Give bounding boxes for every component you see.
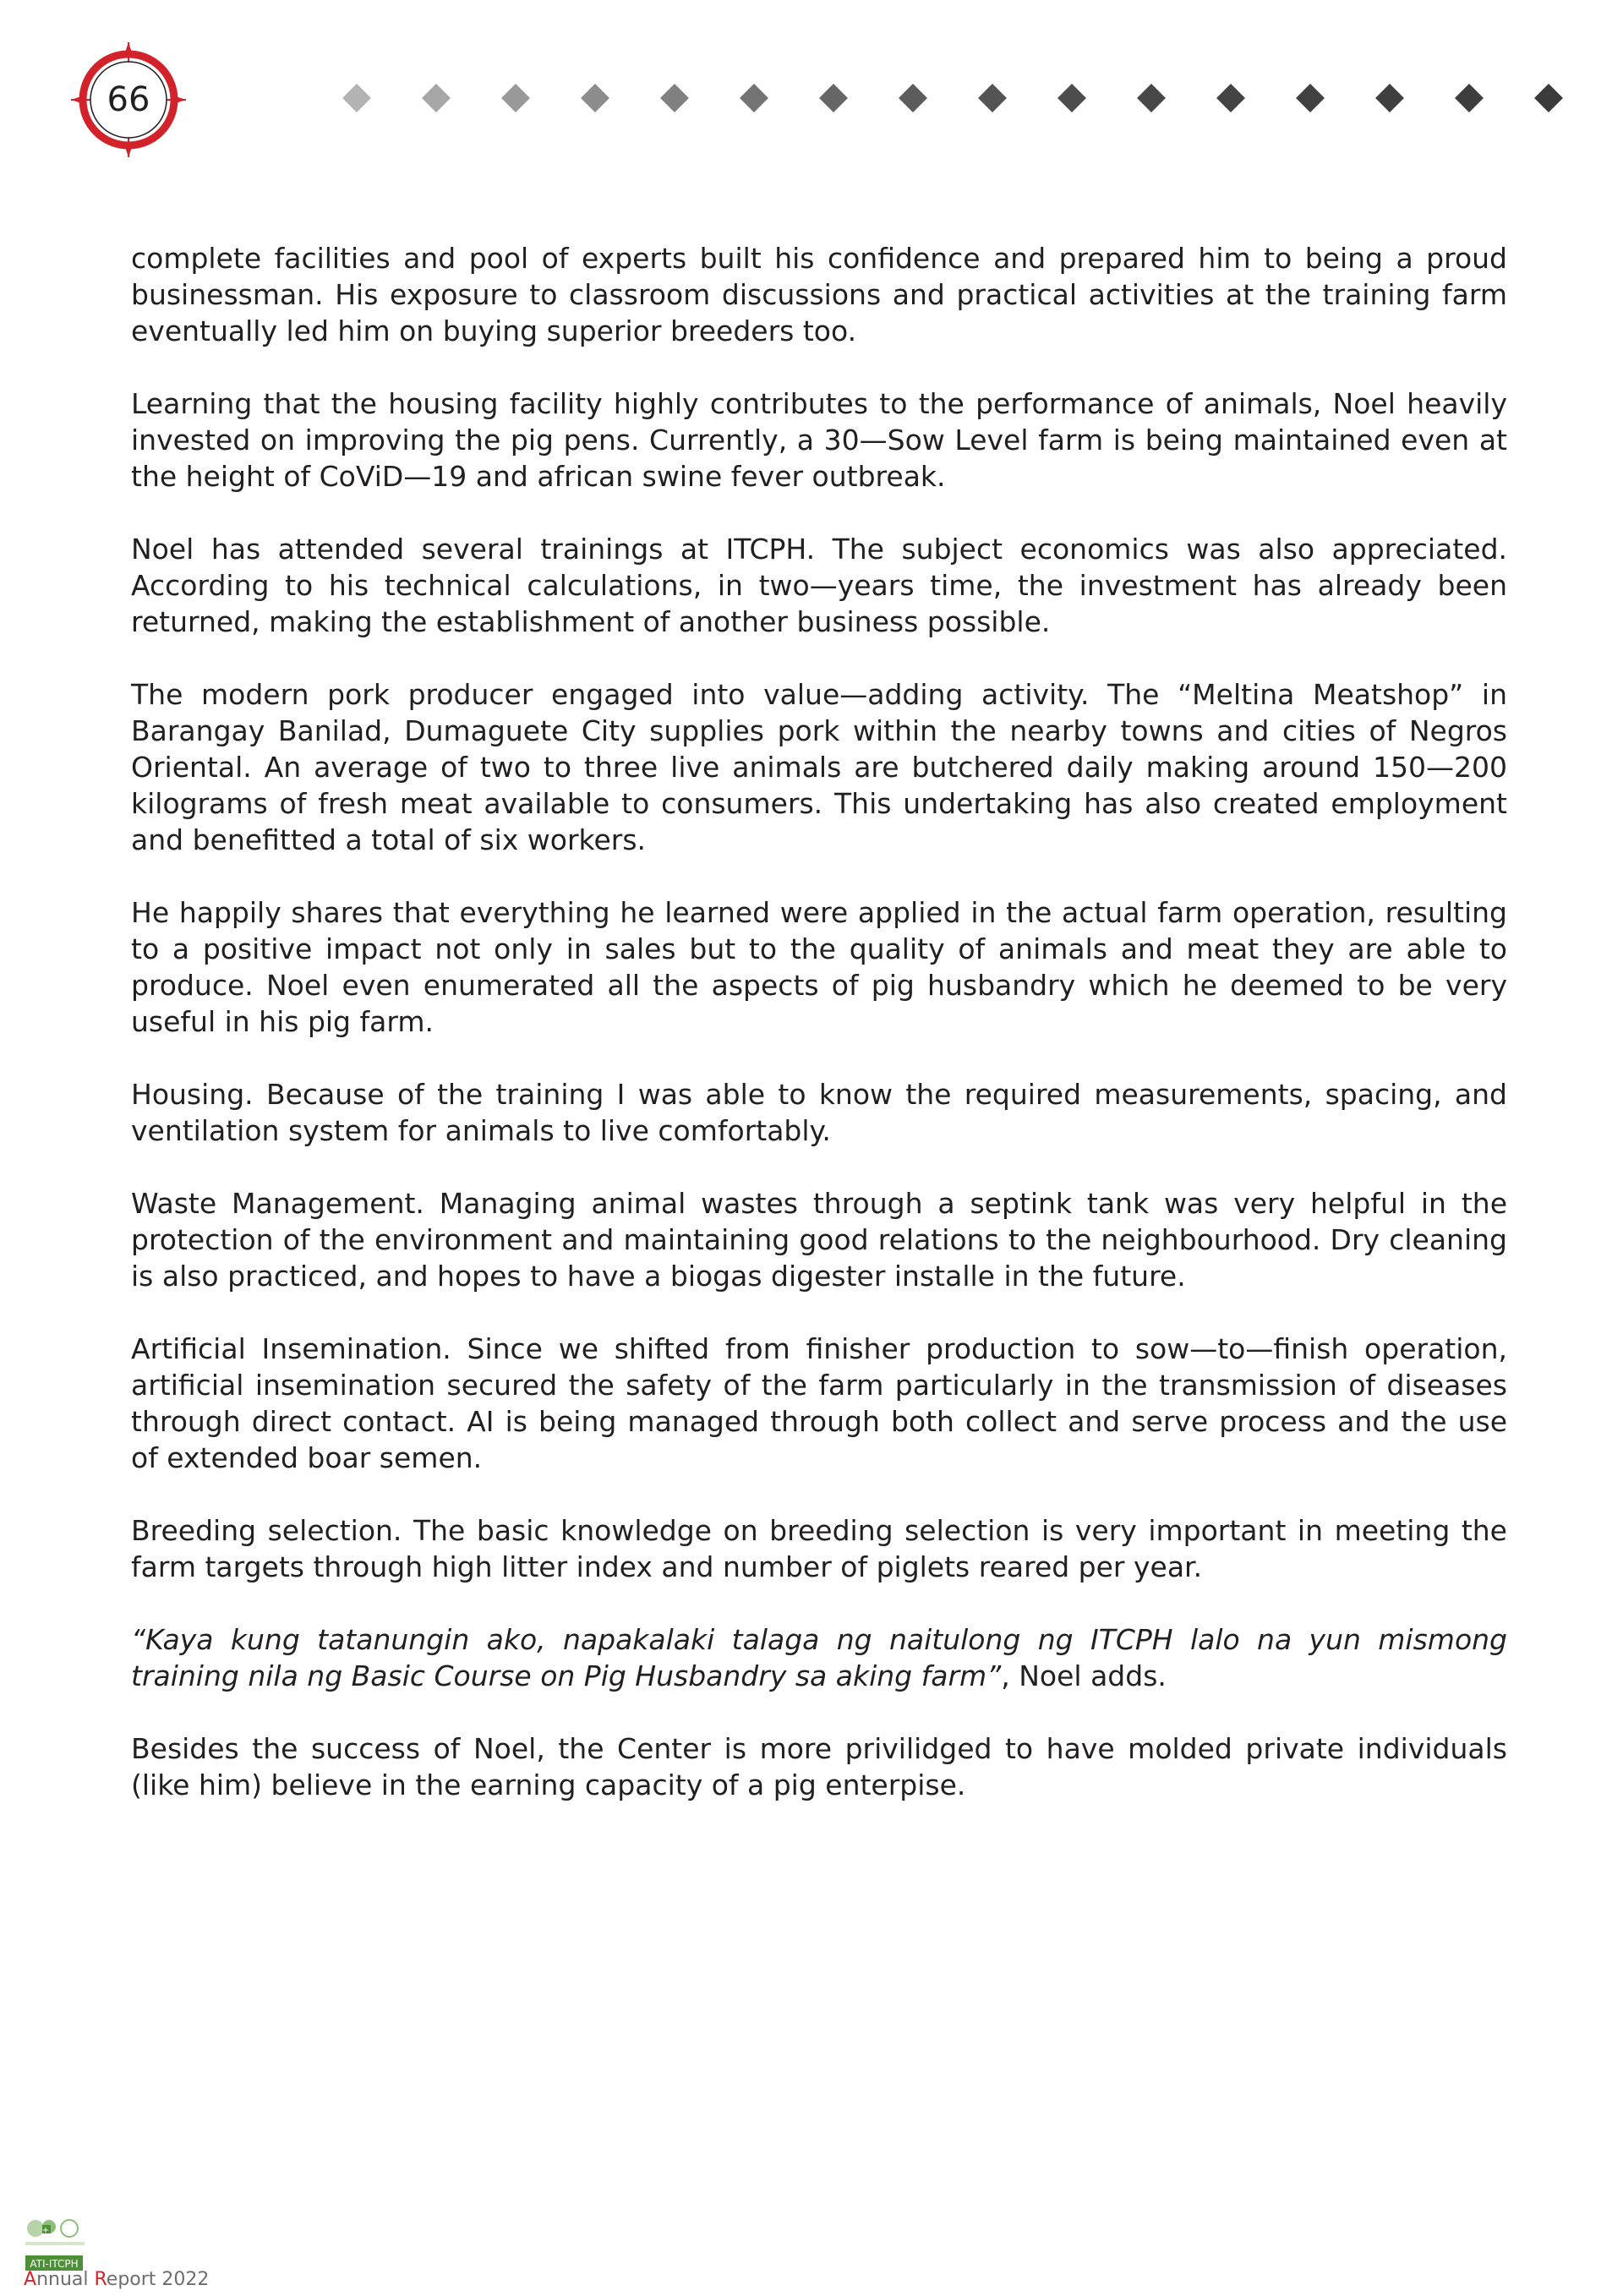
paragraph-housing: Housing. Because of the training I was able to know the required measurements, spacing, and ventilation system for animals to live comfortably. — [131, 1078, 1507, 1147]
article-body — [131, 240, 1507, 1840]
diamond-icon — [1137, 84, 1166, 112]
diamond-icon — [1296, 84, 1325, 112]
paragraph: The modern pork producer engaged into value—adding activity. The “Meltina Meatshop” in Barangay Banilad, Dumaguete City supplies pork within the nearby towns and cities of Negros Oriental. An average of two to three live animals are butchered daily making around 150—200 kilograms of fresh meat available to consumers. This undertaking has also created employment and benefitted a total of six workers. — [131, 678, 1507, 856]
diamond-decoration-row — [338, 79, 1581, 117]
diamond-icon — [501, 84, 530, 112]
report-initial-a: A — [24, 2269, 37, 2290]
diamond-icon — [819, 84, 848, 112]
paragraph-artificial-insemination: Artificial Insemination. Since we shifted from finisher production to sow—to—finish operation, artificial insemination secured the safety of the farm particularly in the transmission of diseases through direct contact. AI is being managed through both collect and serve process and the use of extended boar semen. — [131, 1332, 1507, 1474]
diamond-icon — [581, 84, 609, 112]
diamond-icon — [660, 84, 689, 112]
diamond-icon — [899, 84, 927, 112]
quote-attribution: , Noel adds. — [1001, 1659, 1167, 1692]
paragraph-conclusion: Besides the success of Noel, the Center is more privilidged to have molded private individuals (like him) believe in the earning capacity of a pig enterpise. — [131, 1732, 1507, 1801]
quote-paragraph — [131, 1621, 1507, 1694]
page-number: 66 — [107, 80, 150, 119]
diamond-icon — [740, 84, 768, 112]
svg-text:+: + — [41, 2226, 50, 2235]
diamond-icon — [1455, 84, 1484, 112]
diamond-icon — [1534, 84, 1563, 112]
diamond-icon — [1375, 84, 1404, 112]
logo-label: ATI-ITCPH — [30, 2258, 79, 2270]
report-text-annual: nnual — [36, 2269, 95, 2290]
report-initial-r: R — [94, 2269, 107, 2290]
paragraph: complete facilities and pool of experts built his confidence and prepared him to being a proud businessman. His exposure to classroom discussions and practical activities at the training farm eventually led him on buying superior breeders too. — [131, 242, 1507, 347]
diamond-icon — [342, 84, 371, 112]
diamond-icon — [978, 84, 1007, 112]
diamond-icon — [1216, 84, 1245, 112]
quote-text: “Kaya kung tatanungin ako, napakalaki talaga ng naitulong ng ITCPH lalo na yun mismong training nila ng Basic Course on Pig Husbandry sa aking farm” — [131, 1623, 1507, 1692]
diamond-icon — [422, 84, 451, 112]
ati-itcph-logo — [24, 2217, 86, 2276]
paragraph: He happily shares that everything he learned were applied in the actual farm operation, resulting to a positive impact not only in sales but to the quality of animals and meat they are able to produce. Noel even enumerated all the aspects of pig husbandry which he deemed to be very useful in his pig farm. — [131, 896, 1507, 1038]
report-text-report: eport 2022 — [106, 2269, 210, 2290]
annual-report-label — [24, 2269, 209, 2290]
paragraph: Noel has attended several trainings at ITCPH. The subject economics was also appreciated. According to his technical calculations, in two—years time, the investment has already been returned, making the establishment of another business possible. — [131, 533, 1507, 638]
diamond-icon — [1057, 84, 1086, 112]
paragraph-breeding-selection: Breeding selection. The basic knowledge on breeding selection is very important in meeting the farm targets through high litter index and number of piglets reared per year. — [131, 1514, 1507, 1583]
paragraph-waste-management: Waste Management. Managing animal wastes through a septink tank was very helpful in the protection of the environment and maintaining good relations to the neighbourhood. Dry cleaning is also practiced, and hopes to have a biogas digester installe in the future. — [131, 1187, 1507, 1293]
paragraph: Learning that the housing facility highly contributes to the performance of animals, Noel heavily invested on improving the pig pens. Currently, a 30—Sow Level farm is being maintained even at the height of CoViD—19 and african swine fever outbreak. — [131, 387, 1507, 493]
